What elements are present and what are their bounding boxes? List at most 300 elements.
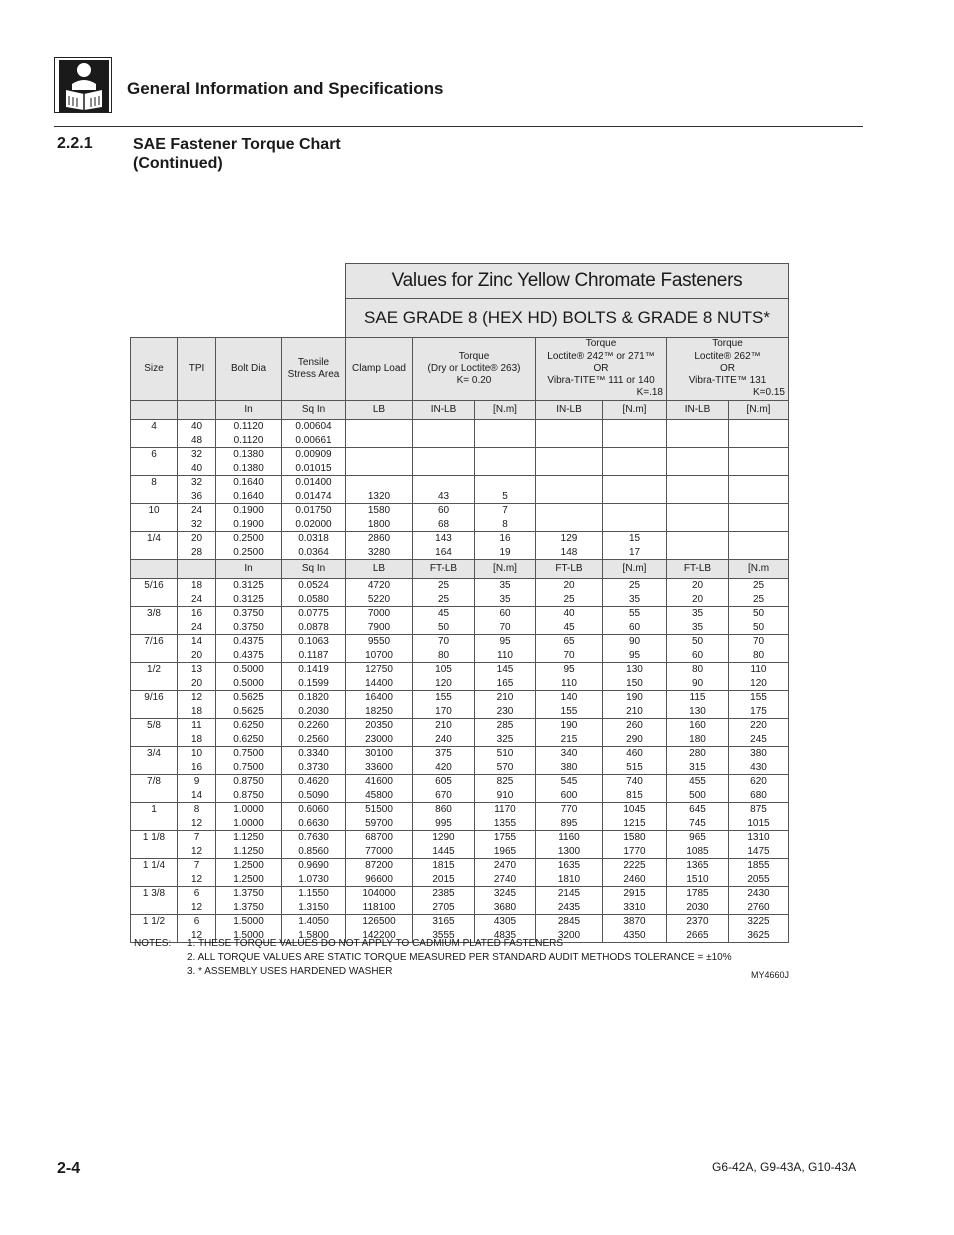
table-cell [603, 448, 667, 462]
table-cell: 0.6250 [216, 719, 282, 733]
table-cell: 220 [729, 719, 789, 733]
table-cell [603, 490, 667, 504]
table-cell: 0.3750 [216, 621, 282, 635]
table-row [131, 831, 789, 845]
table-cell: 148 [536, 546, 603, 560]
table-cell: 190 [536, 719, 603, 733]
table-cell: 14400 [346, 677, 413, 691]
table-cell: 1 1/4 [131, 859, 178, 873]
table-cell: 0.00604 [282, 420, 346, 434]
table-cell: 1015 [729, 817, 789, 831]
table-cell: 13 [178, 663, 216, 677]
table-cell: 60 [475, 607, 536, 621]
table-cell: 210 [413, 719, 475, 733]
table-cell [131, 901, 178, 915]
table-cell: 70 [413, 635, 475, 649]
table-row [131, 691, 789, 705]
table-cell: 2430 [729, 887, 789, 901]
table-cell: 4 [131, 420, 178, 434]
table-row [131, 462, 789, 476]
table-cell [667, 546, 729, 560]
table-cell: 460 [603, 747, 667, 761]
table-row [131, 649, 789, 663]
table-cell: 190 [603, 691, 667, 705]
table-cell: 7/16 [131, 635, 178, 649]
table-cell [131, 518, 178, 532]
table-cell [667, 448, 729, 462]
table-cell [413, 420, 475, 434]
table-cell: 70 [475, 621, 536, 635]
table-cell: 33600 [346, 761, 413, 775]
table-cell: 10 [131, 504, 178, 518]
table-cell: 1770 [603, 845, 667, 859]
table-cell: 1/2 [131, 663, 178, 677]
table-cell: 96600 [346, 873, 413, 887]
table-row [131, 621, 789, 635]
table-cell: 1.5800 [282, 929, 346, 943]
table-cell [603, 420, 667, 434]
table-cell: 20 [667, 593, 729, 607]
table-cell: 570 [475, 761, 536, 775]
col-torque-262-line3: OR [720, 362, 735, 374]
table-cell: 1.0000 [216, 817, 282, 831]
table-cell [413, 434, 475, 448]
table-row [131, 719, 789, 733]
table-cell [536, 490, 603, 504]
figure-id: MY4660J [751, 970, 790, 980]
table-cell: 25 [413, 579, 475, 593]
table-cell: 2845 [536, 915, 603, 929]
table-cell: 380 [729, 747, 789, 761]
table-cell: 12750 [346, 663, 413, 677]
table-cell: 965 [667, 831, 729, 845]
table-cell [131, 733, 178, 747]
table-cell: 3165 [413, 915, 475, 929]
table-cell: 2030 [667, 901, 729, 915]
table-cell: 1965 [475, 845, 536, 859]
table-cell: 23000 [346, 733, 413, 747]
table-cell: 0.01474 [282, 490, 346, 504]
table-cell [536, 476, 603, 490]
table-cell: 140 [536, 691, 603, 705]
table-cell: 0.3125 [216, 579, 282, 593]
table-cell: 600 [536, 789, 603, 803]
table-cell [346, 476, 413, 490]
table-cell: 740 [603, 775, 667, 789]
table-cell: 1.1550 [282, 887, 346, 901]
table-cell: 0.5000 [216, 663, 282, 677]
table-cell [603, 434, 667, 448]
table-cell: 6 [178, 887, 216, 901]
table-cell: 180 [667, 733, 729, 747]
table-cell: 12 [178, 691, 216, 705]
col-tensile-line2: Stress Area [287, 369, 340, 380]
table-cell [536, 462, 603, 476]
table-cell [131, 649, 178, 663]
table-cell [475, 420, 536, 434]
table-cell: 5/16 [131, 579, 178, 593]
table-row [131, 546, 789, 560]
table-cell: 20 [178, 532, 216, 546]
table-cell [729, 462, 789, 476]
table-cell: 1635 [536, 859, 603, 873]
table-row [131, 873, 789, 887]
table-cell: 120 [729, 677, 789, 691]
col-size: Size [131, 338, 178, 401]
table-cell: 0.4620 [282, 775, 346, 789]
unit-cell: [N.m] [603, 401, 667, 420]
table-row [131, 803, 789, 817]
table-cell [536, 420, 603, 434]
table-cell: 3310 [603, 901, 667, 915]
table-cell: 5220 [346, 593, 413, 607]
table-cell: 68 [413, 518, 475, 532]
table-cell [131, 873, 178, 887]
table-cell: 104000 [346, 887, 413, 901]
table-cell: 0.7500 [216, 747, 282, 761]
table-cell: 4350 [603, 929, 667, 943]
table-cell: 2435 [536, 901, 603, 915]
table-cell: 11 [178, 719, 216, 733]
table-cell [131, 621, 178, 635]
table-cell [667, 462, 729, 476]
unit-cell [178, 560, 216, 579]
table-cell: 3/8 [131, 607, 178, 621]
table-cell: 4720 [346, 579, 413, 593]
column-header-row [131, 338, 789, 401]
col-torque-loctite-262 [667, 338, 789, 401]
table-cell: 80 [729, 649, 789, 663]
table-cell: 50 [729, 607, 789, 621]
table-cell [346, 420, 413, 434]
table-cell: 1785 [667, 887, 729, 901]
table-cell: 315 [667, 761, 729, 775]
table-cell: 7900 [346, 621, 413, 635]
table-row [131, 448, 789, 462]
table-cell: 0.7630 [282, 831, 346, 845]
table-cell: 80 [413, 649, 475, 663]
table-cell [667, 504, 729, 518]
torque-table [130, 337, 789, 943]
table-cell: 995 [413, 817, 475, 831]
table-cell: 0.00909 [282, 448, 346, 462]
table-cell: 24 [178, 621, 216, 635]
table-cell: 41600 [346, 775, 413, 789]
col-tensile [282, 338, 346, 401]
table-cell: 20350 [346, 719, 413, 733]
table-cell: 1445 [413, 845, 475, 859]
table-cell: 1510 [667, 873, 729, 887]
table-cell: 35 [475, 579, 536, 593]
table-cell [603, 476, 667, 490]
col-torque-242-line3: OR [593, 362, 609, 374]
table-cell: 24 [178, 504, 216, 518]
table-cell: 129 [536, 532, 603, 546]
table-row [131, 532, 789, 546]
table-cell: 14 [178, 635, 216, 649]
table-row [131, 733, 789, 747]
table-cell: 1810 [536, 873, 603, 887]
table-cell: 0.0524 [282, 579, 346, 593]
table-cell: 55 [603, 607, 667, 621]
table-cell [729, 504, 789, 518]
table-cell: 12 [178, 901, 216, 915]
table-cell: 0.1187 [282, 649, 346, 663]
units-row-small [131, 401, 789, 420]
table-cell [475, 434, 536, 448]
table-cell: 142200 [346, 929, 413, 943]
table-cell: 210 [603, 705, 667, 719]
table-cell: 1215 [603, 817, 667, 831]
table-cell: 50 [413, 621, 475, 635]
table-cell: 15 [603, 532, 667, 546]
notes-label: NOTES: [134, 938, 172, 949]
table-cell: 860 [413, 803, 475, 817]
table-cell: 1580 [346, 504, 413, 518]
table-cell: 1 1/8 [131, 831, 178, 845]
table-cell [603, 504, 667, 518]
table-cell: 2055 [729, 873, 789, 887]
table-row [131, 705, 789, 719]
table-cell: 115 [667, 691, 729, 705]
table-row [131, 593, 789, 607]
col-torque-dry-line2: (Dry or Loctite® 263) [427, 362, 521, 374]
note-1: 1. THESE TORQUE VALUES DO NOT APPLY TO CADMIUM PLATED FASTENERS [187, 938, 564, 949]
table-cell: 48 [178, 434, 216, 448]
table-cell: 770 [536, 803, 603, 817]
table-cell: 0.3750 [216, 607, 282, 621]
table-cell: 95 [603, 649, 667, 663]
table-cell: 545 [536, 775, 603, 789]
table-cell: 170 [413, 705, 475, 719]
table-cell: 1085 [667, 845, 729, 859]
unit-cell [131, 401, 178, 420]
table-cell: 24 [178, 593, 216, 607]
table-cell: 0.2500 [216, 546, 282, 560]
table-row [131, 775, 789, 789]
table-cell: 2145 [536, 887, 603, 901]
table-cell [536, 434, 603, 448]
table-row [131, 518, 789, 532]
table-cell: 7 [178, 831, 216, 845]
table-cell: 25 [413, 593, 475, 607]
table-cell: 240 [413, 733, 475, 747]
table-cell: 95 [536, 663, 603, 677]
table-cell: 0.1063 [282, 635, 346, 649]
table-cell: 110 [729, 663, 789, 677]
table-cell: 60 [667, 649, 729, 663]
table-row [131, 901, 789, 915]
col-torque-262-line4: Vibra-TITE™ 131 [688, 375, 767, 387]
table-cell [667, 532, 729, 546]
table-cell: 145 [475, 663, 536, 677]
table-cell: 1.3750 [216, 887, 282, 901]
table-cell: 1.2500 [216, 859, 282, 873]
table-cell [131, 593, 178, 607]
table-cell: 0.4375 [216, 635, 282, 649]
table-cell: 8 [131, 476, 178, 490]
table-cell: 420 [413, 761, 475, 775]
table-cell: 1300 [536, 845, 603, 859]
table-cell: 3245 [475, 887, 536, 901]
table-cell [131, 845, 178, 859]
table-cell: 2760 [729, 901, 789, 915]
table-cell [667, 518, 729, 532]
table-cell [729, 476, 789, 490]
table-cell [667, 434, 729, 448]
table-cell: 280 [667, 747, 729, 761]
table-cell: 16 [178, 607, 216, 621]
table-cell: 95 [475, 635, 536, 649]
table-cell: 160 [667, 719, 729, 733]
table-cell: 130 [667, 705, 729, 719]
table-cell: 245 [729, 733, 789, 747]
table-cell [413, 476, 475, 490]
table-title-block [345, 263, 789, 338]
table-cell: 210 [475, 691, 536, 705]
table-row [131, 747, 789, 761]
table-cell: 0.0878 [282, 621, 346, 635]
table-cell: 0.0775 [282, 607, 346, 621]
table-cell: 895 [536, 817, 603, 831]
unit-cell [178, 401, 216, 420]
page-number: 2-4 [57, 1160, 81, 1177]
table-row [131, 789, 789, 803]
table-cell: 80 [667, 663, 729, 677]
table-cell: 0.6060 [282, 803, 346, 817]
table-cell: 0.1419 [282, 663, 346, 677]
header-divider [54, 126, 863, 127]
col-clamp-load: Clamp Load [346, 338, 413, 401]
col-torque-242-line1: Torque [585, 338, 617, 350]
table-cell: 5/8 [131, 719, 178, 733]
table-cell: 45 [413, 607, 475, 621]
table-cell: 18 [178, 733, 216, 747]
table-cell: 0.3125 [216, 593, 282, 607]
table-cell: 175 [729, 705, 789, 719]
table-cell: 680 [729, 789, 789, 803]
table-cell: 230 [475, 705, 536, 719]
table-cell [475, 462, 536, 476]
table-row [131, 677, 789, 691]
table-cell [603, 518, 667, 532]
table-cell: 2370 [667, 915, 729, 929]
table-cell: 0.3340 [282, 747, 346, 761]
table-cell: 4305 [475, 915, 536, 929]
table-row [131, 887, 789, 901]
table-cell: 130 [603, 663, 667, 677]
table-cell: 0.9690 [282, 859, 346, 873]
subsection-title-line1: SAE Fastener Torque Chart [133, 136, 341, 153]
col-bolt-dia: Bolt Dia [216, 338, 282, 401]
table-cell: 1.0000 [216, 803, 282, 817]
table-row [131, 845, 789, 859]
table-cell [131, 677, 178, 691]
col-torque-242-line2: Loctite® 242™ or 271™ [547, 350, 655, 362]
table-cell [667, 476, 729, 490]
table-cell: 40 [178, 420, 216, 434]
table-cell: 1.1250 [216, 845, 282, 859]
table-cell: 0.6250 [216, 733, 282, 747]
table-cell: 9 [178, 775, 216, 789]
table-cell: 0.5625 [216, 691, 282, 705]
table-cell: 155 [729, 691, 789, 705]
table-cell [667, 420, 729, 434]
table-cell: 7/8 [131, 775, 178, 789]
table-cell: 20 [667, 579, 729, 593]
table-cell: 1290 [413, 831, 475, 845]
col-torque-dry [413, 338, 536, 401]
col-torque-262-line1: Torque [712, 338, 743, 350]
unit-cell: [N.m] [475, 560, 536, 579]
table-cell: 2015 [413, 873, 475, 887]
table-cell: 1.3150 [282, 901, 346, 915]
table-cell: 90 [603, 635, 667, 649]
table-cell [729, 420, 789, 434]
table-cell: 20 [178, 677, 216, 691]
table-cell: 0.01400 [282, 476, 346, 490]
table-cell: 0.1900 [216, 504, 282, 518]
table-cell: 32 [178, 476, 216, 490]
table-cell [536, 504, 603, 518]
table-cell: 0.1599 [282, 677, 346, 691]
table-cell [346, 448, 413, 462]
table-cell: 16 [475, 532, 536, 546]
table-cell [667, 490, 729, 504]
table-cell: 65 [536, 635, 603, 649]
table-cell [536, 448, 603, 462]
table-cell: 120 [413, 677, 475, 691]
table-cell: 1 1/2 [131, 915, 178, 929]
unit-cell: FT-LB [667, 560, 729, 579]
table-cell: 45 [536, 621, 603, 635]
unit-cell [131, 560, 178, 579]
table-row [131, 635, 789, 649]
table-row [131, 476, 789, 490]
table-cell: 165 [475, 677, 536, 691]
table-cell: 16400 [346, 691, 413, 705]
table-cell: 18250 [346, 705, 413, 719]
table-cell: 0.5625 [216, 705, 282, 719]
table-cell: 1355 [475, 817, 536, 831]
table-cell: 110 [475, 649, 536, 663]
table-cell [131, 462, 178, 476]
table-cell: 32 [178, 448, 216, 462]
table-cell [131, 490, 178, 504]
col-torque-dry-line1: Torque [458, 350, 490, 362]
table-cell: 0.02000 [282, 518, 346, 532]
table-cell: 12 [178, 929, 216, 943]
table-cell: 40 [536, 607, 603, 621]
table-cell: 1.4050 [282, 915, 346, 929]
table-cell: 8 [178, 803, 216, 817]
table-cell: 1800 [346, 518, 413, 532]
table-cell: 1160 [536, 831, 603, 845]
table-cell: 3225 [729, 915, 789, 929]
table-cell: 17 [603, 546, 667, 560]
table-cell [413, 462, 475, 476]
table-cell: 9550 [346, 635, 413, 649]
table-cell: 2470 [475, 859, 536, 873]
table-cell [346, 434, 413, 448]
table-cell: 12 [178, 817, 216, 831]
table-cell: 1/4 [131, 532, 178, 546]
col-tensile-line1: Tensile [297, 356, 330, 368]
table-cell: 455 [667, 775, 729, 789]
table-cell: 825 [475, 775, 536, 789]
table-cell: 0.2560 [282, 733, 346, 747]
table-cell: 500 [667, 789, 729, 803]
